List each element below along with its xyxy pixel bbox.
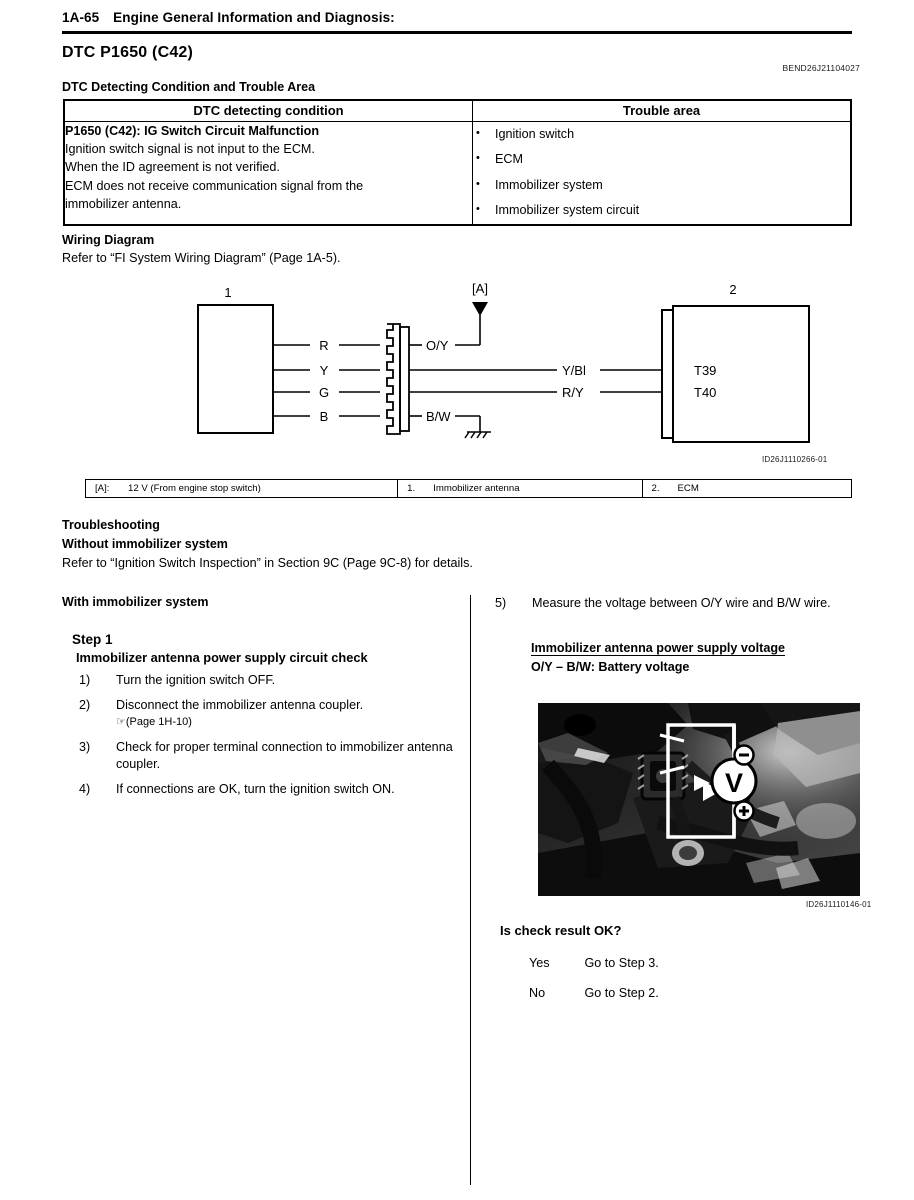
ecm-terminal-t39: T39 (694, 363, 717, 378)
list-item: • Immobilizer system circuit (473, 198, 850, 223)
step-text: If connections are OK, turn the ignition switch ON. (116, 781, 395, 796)
arrow-head-icon (472, 302, 488, 316)
wiring-diagram-refer: Refer to “FI System Wiring Diagram” (Page 1A-5). (62, 251, 341, 265)
dtc-table (63, 99, 852, 226)
condition-line: When the ID agreement is not verified. (65, 160, 280, 175)
step-text: Check for proper terminal connection to immobilizer antenna coupler. (116, 739, 453, 771)
terminal-label-g: G (318, 385, 330, 400)
reference-code: BEND26J21104027 (782, 63, 860, 73)
wire-label-ybl: Y/Bl (562, 363, 586, 378)
without-immobilizer-refer: Refer to “Ignition Switch Inspection” in Section 9C (Page 9C-8) for details. (62, 556, 473, 570)
terminal-label-y: Y (319, 363, 329, 378)
wiring-diagram-title: Wiring Diagram (62, 233, 155, 247)
step-index: 5) (495, 596, 507, 610)
list-item: • Immobilizer system (473, 173, 850, 198)
step-5 (495, 595, 865, 613)
answer-no (529, 986, 659, 1000)
legend-tag: [A]: (95, 483, 110, 494)
col-header-trouble: Trouble area (473, 101, 851, 122)
step-subtitle: Immobilizer antenna power supply circuit check (76, 650, 368, 665)
list-item: • ECM (473, 147, 850, 172)
list-item (79, 739, 459, 774)
step-index: 1) (79, 673, 91, 687)
answer-label: No (529, 986, 546, 1000)
step-list (79, 672, 459, 805)
legend-item-1 (397, 480, 641, 497)
photo-svg (538, 703, 860, 896)
page-number: 1A-65 (62, 10, 100, 25)
wiring-diagram-svg (62, 280, 862, 475)
wire-label-bw: B/W (426, 409, 451, 424)
spec-heading: Immobilizer antenna power supply voltage (531, 641, 786, 655)
list-item (79, 781, 459, 799)
trouble-area-cell (473, 122, 851, 225)
step-index: 4) (79, 781, 91, 796)
with-immobilizer-title: With immobilizer system (62, 595, 209, 609)
legend-item-2 (642, 480, 851, 497)
page-header (62, 10, 852, 25)
legend-text: 12 V (From engine stop switch) (128, 483, 261, 494)
header-rule (62, 31, 852, 34)
wiring-diagram-figure (62, 280, 862, 475)
answer-yes (529, 956, 659, 970)
wire-label-ry: R/Y (562, 385, 584, 400)
check-question: Is check result OK? (500, 923, 622, 938)
list-item: • Ignition switch (473, 122, 850, 147)
list-item (79, 672, 459, 690)
page-pointer: ☞(Page 1H-10) (116, 716, 192, 728)
coupler-symbol (387, 324, 409, 434)
terminal-label-b: B (319, 409, 329, 424)
step-index: 3) (79, 739, 91, 754)
troubleshooting-title: Troubleshooting (62, 518, 160, 532)
step-index: 2) (79, 697, 91, 712)
answer-action: Go to Step 2. (584, 986, 659, 1000)
specification-block (531, 639, 861, 674)
legend-text: Immobilizer antenna (433, 483, 520, 494)
table-row (65, 122, 851, 225)
legend-number: 2. (651, 483, 660, 494)
answer-action: Go to Step 3. (584, 956, 659, 970)
spec-value: O/Y – B/W: Battery voltage (531, 660, 690, 674)
legend-text: ECM (677, 483, 699, 494)
step-text: Turn the ignition switch OFF. (116, 673, 276, 687)
table-header-row (65, 101, 851, 122)
figure-id-photo: ID26J1110146-01 (806, 900, 872, 909)
legend-item-a (86, 480, 397, 497)
condition-line: immobilizer antenna. (65, 196, 182, 211)
callout-2-label: 2 (729, 282, 737, 297)
condition-line: P1650 (C42): IG Switch Circuit Malfunction (65, 124, 320, 138)
ground-icon (465, 432, 491, 438)
column-divider (470, 595, 471, 1185)
measurement-photo (538, 703, 860, 896)
without-immobilizer-title: Without immobilizer system (62, 537, 228, 551)
answer-label: Yes (529, 956, 550, 970)
ecm-terminal-t40: T40 (694, 385, 717, 400)
condition-cell (65, 122, 473, 225)
step-label: Step 1 (72, 632, 113, 647)
callout-a-label: [A] (472, 281, 488, 296)
col-header-condition: DTC detecting condition (65, 101, 473, 122)
list-item (79, 697, 459, 732)
figure-id-wiring: ID26J1110266-01 (762, 455, 828, 464)
condition-line: ECM does not receive communication signal from the (65, 178, 364, 193)
diagram-legend (85, 479, 852, 498)
section-title: Engine General Information and Diagnosis: (113, 10, 395, 25)
dtc-title: DTC P1650 (C42) (62, 44, 194, 61)
step-text: Measure the voltage between O/Y wire and B/W wire. (532, 596, 831, 610)
step-text: Disconnect the immobilizer antenna coupler. (116, 697, 364, 712)
voltmeter-label: V (724, 768, 744, 798)
condition-line: Ignition switch signal is not input to the ECM. (65, 142, 315, 157)
terminal-label-r: R (319, 338, 329, 353)
legend-number: 1. (407, 483, 416, 494)
dtc-section-subtitle: DTC Detecting Condition and Trouble Area (62, 80, 316, 94)
callout-1-label: 1 (224, 285, 232, 300)
wire-label-oy: O/Y (426, 338, 449, 353)
